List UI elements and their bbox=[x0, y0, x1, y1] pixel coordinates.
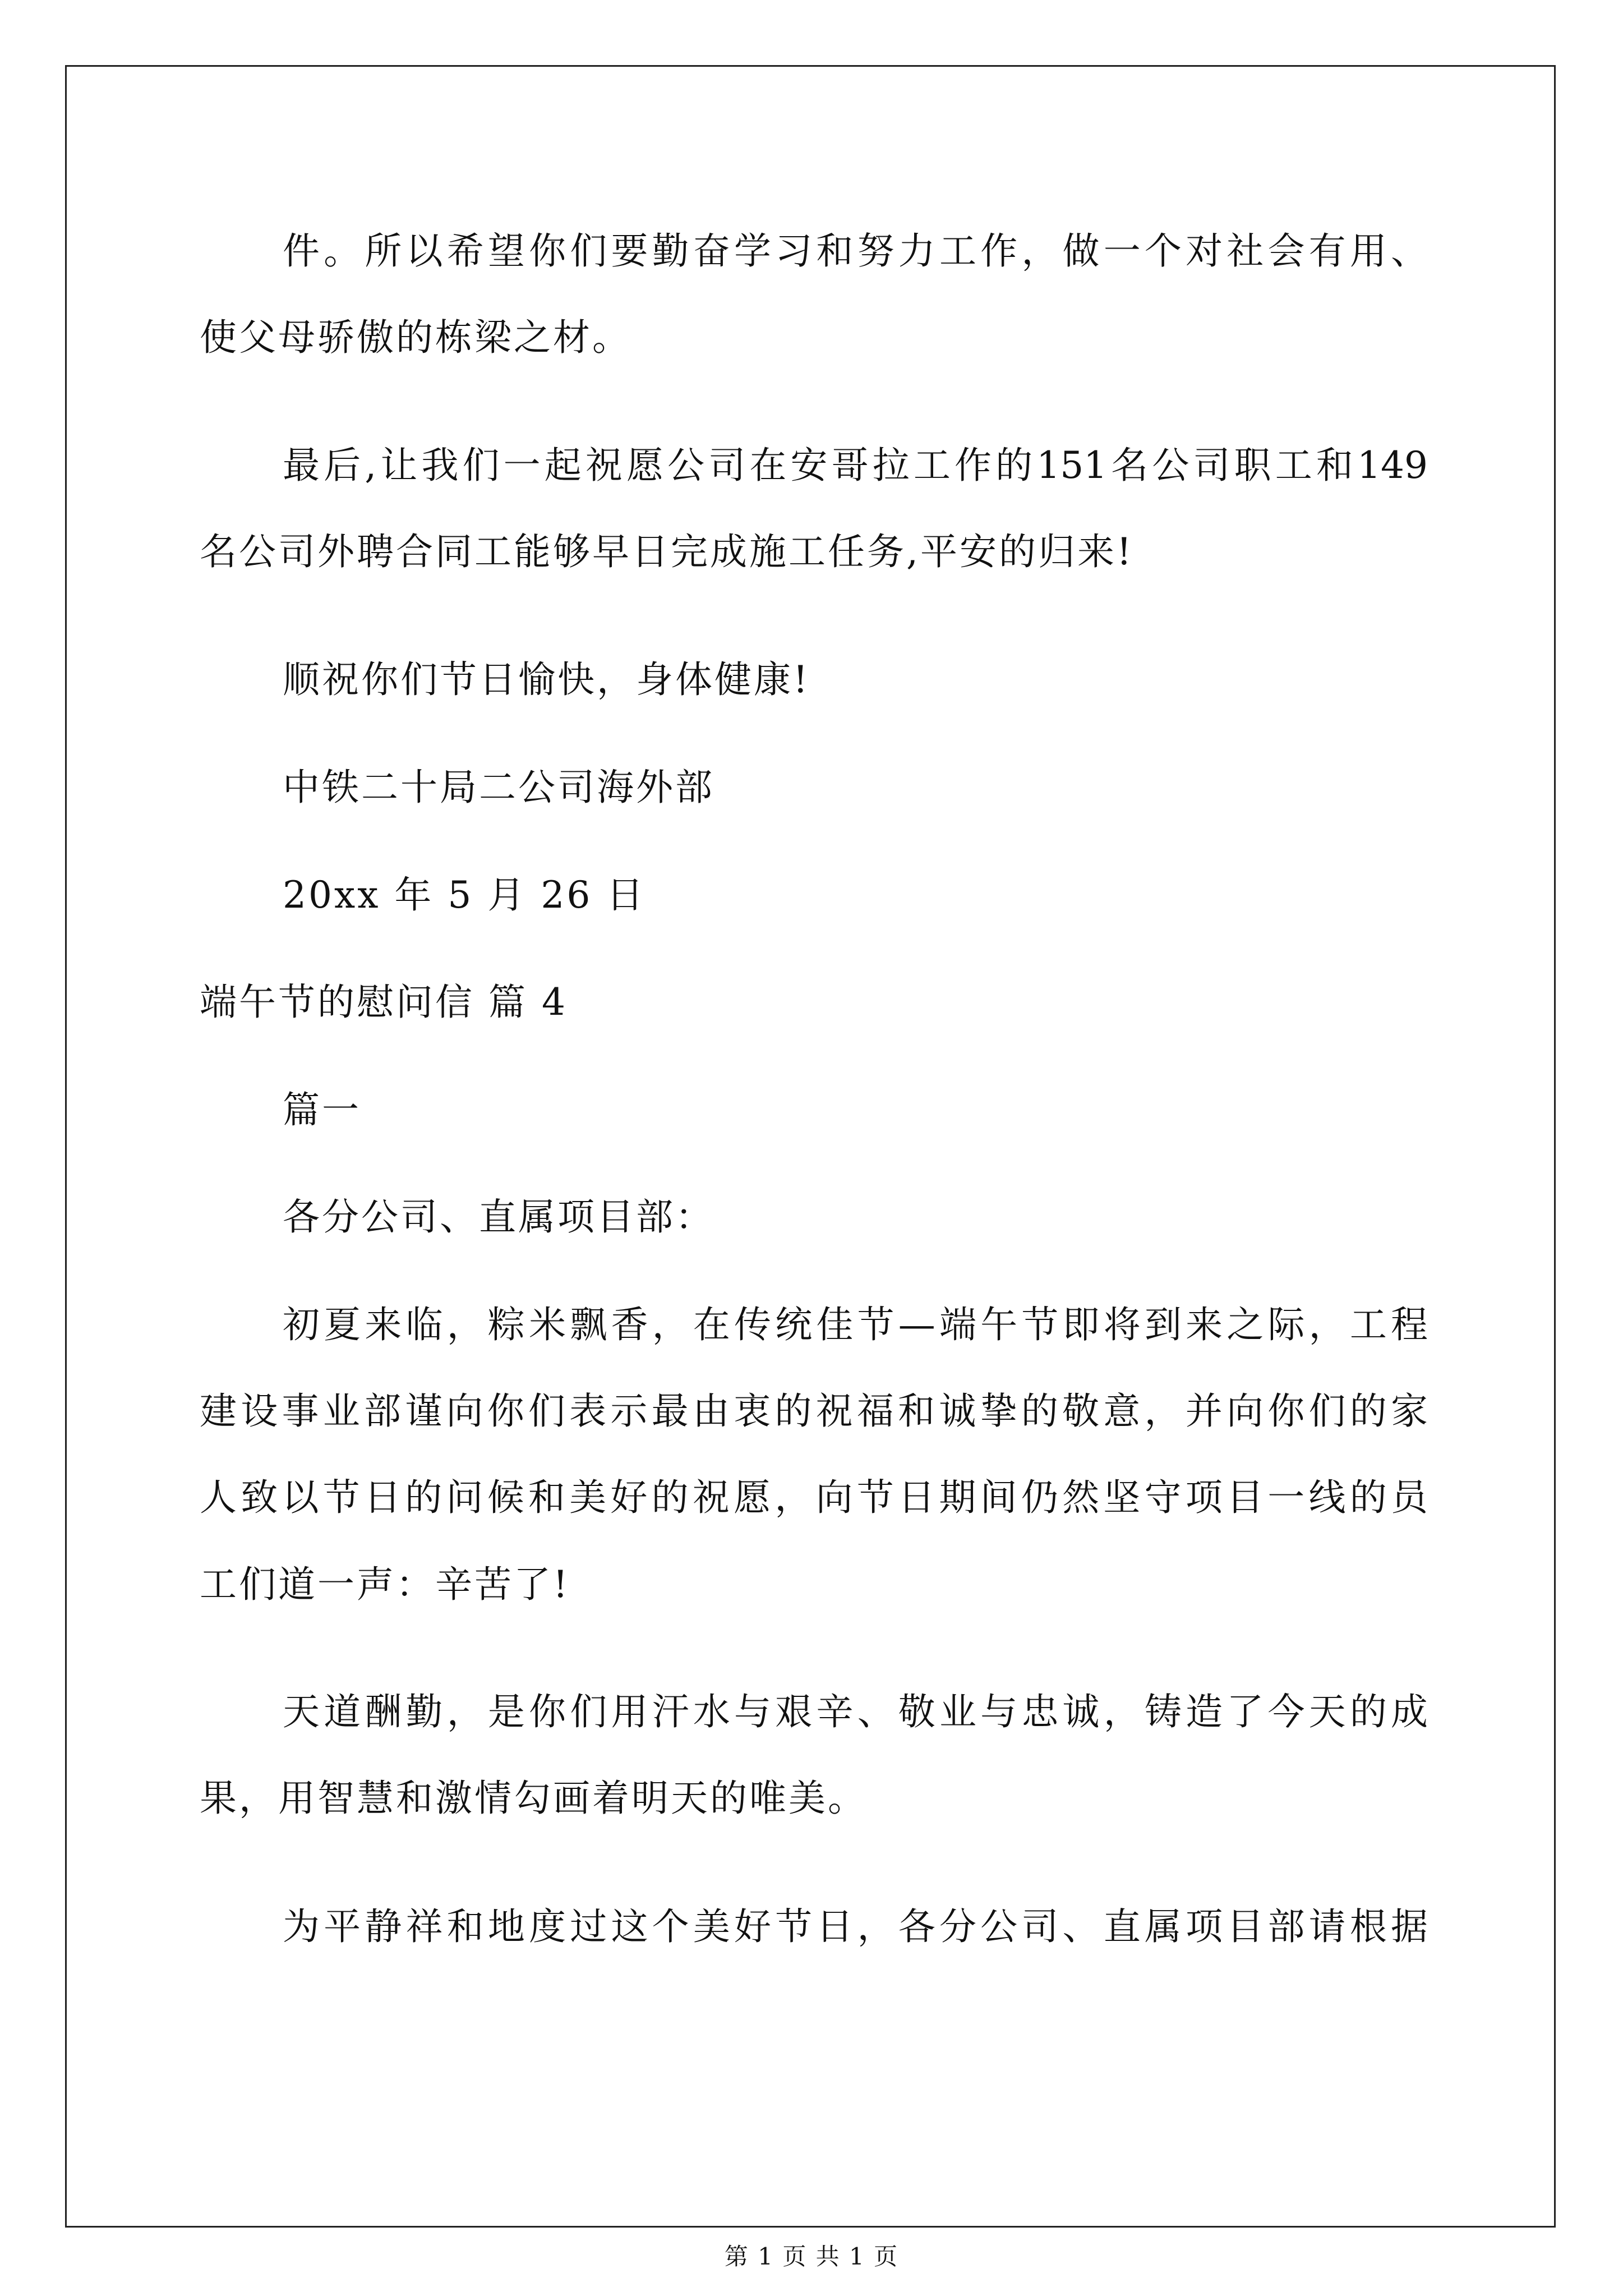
page-border bbox=[65, 65, 1556, 2228]
page-number-footer: 第 1 页 共 1 页 bbox=[724, 2243, 899, 2270]
paragraph-line: 最后,让我们一起祝愿公司在安哥拉工作的151名公司职工和149 bbox=[283, 444, 1428, 487]
paragraph-line: 初夏来临，粽米飘香，在传统佳节—端午节即将到来之际，工程 bbox=[283, 1303, 1428, 1346]
signature-organization: 中铁二十局二公司海外部 bbox=[283, 766, 714, 809]
paragraph-line: 建设事业部谨向你们表示最由衷的祝福和诚挚的敬意，并向你们的家 bbox=[200, 1389, 1428, 1433]
paragraph-line: 件。所以希望你们要勤奋学习和努力工作，做一个对社会有用、 bbox=[283, 229, 1428, 273]
signature-date: 20xx 年 5 月 26 日 bbox=[283, 873, 646, 917]
subsection-heading: 篇一 bbox=[283, 1088, 361, 1131]
paragraph-line: 名公司外聘合同工能够早日完成施工任务,平安的归来! bbox=[200, 530, 1134, 573]
paragraph-line: 果，用智慧和激情勾画着明天的唯美。 bbox=[200, 1777, 867, 1820]
section-heading: 端午节的慰问信 篇 4 bbox=[200, 981, 568, 1024]
salutation: 各分公司、直属项目部： bbox=[283, 1195, 714, 1239]
paragraph-line: 为平静祥和地度过这个美好节日，各分公司、直属项目部请根据 bbox=[283, 1905, 1428, 1948]
paragraph-line: 工们道一声：辛苦了! bbox=[200, 1563, 570, 1606]
closing-wishes: 顺祝你们节日愉快，身体健康! bbox=[283, 658, 810, 701]
paragraph-line: 使父母骄傲的栋梁之材。 bbox=[200, 316, 631, 359]
paragraph-line: 人致以节日的问候和美好的祝愿，向节日期间仍然坚守项目一线的员 bbox=[200, 1476, 1428, 1519]
paragraph-line: 天道酬勤，是你们用汗水与艰辛、敬业与忠诚，铸造了今天的成 bbox=[283, 1690, 1428, 1733]
